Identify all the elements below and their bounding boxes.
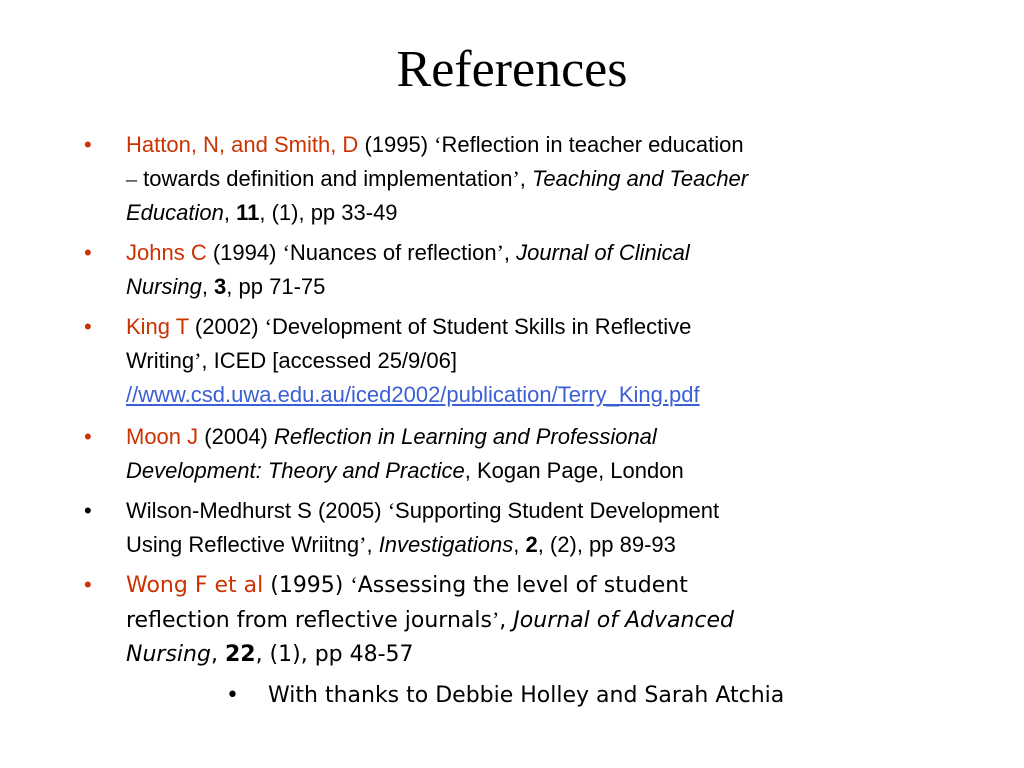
reference-volume: 3: [214, 274, 227, 299]
bullet: •: [84, 424, 92, 449]
reference-year: (1995): [270, 573, 344, 598]
reference-title-cont: Using Reflective Wriitng: [126, 532, 360, 557]
open-quote: ‘: [264, 314, 272, 339]
reference-author: Hatton, N, and Smith, D: [126, 132, 359, 157]
open-quote: ‘: [282, 240, 290, 265]
reference-title: Supporting Student Development: [395, 498, 720, 523]
reference-author: Moon J: [126, 424, 199, 449]
open-quote: ‘: [434, 132, 442, 157]
reference-journal-cont: Nursing: [126, 642, 211, 667]
reference-journal: Investigations: [378, 532, 514, 557]
separator: ,: [210, 642, 225, 667]
en-dash: –: [126, 166, 137, 191]
reference-details: , (1), pp 48-57: [255, 642, 414, 667]
separator: ,: [201, 274, 215, 299]
reference-details: , pp 71-75: [226, 274, 326, 299]
separator: ,: [513, 532, 526, 557]
reference-text: [126, 494, 946, 562]
close-quote: ’: [496, 240, 504, 265]
reference-author: King T: [126, 314, 189, 339]
reference-book-title: Reflection in Learning and Professional: [274, 424, 657, 449]
slide-title: References: [396, 41, 628, 98]
reference-title: Development of Student Skills in Reflective: [271, 314, 692, 339]
reference-volume: 2: [525, 532, 538, 557]
reference-text: [126, 568, 956, 672]
reference-title: Nuances of reflection: [289, 240, 497, 265]
reference-year: (1994): [212, 240, 277, 265]
reference-details: , ICED [accessed 25/9/06]: [201, 348, 457, 373]
reference-journal: Teaching and Teacher: [532, 166, 749, 191]
separator: ,: [499, 608, 514, 633]
reference-link[interactable]: //www.csd.uwa.edu.au/iced2002/publication/Terry_King.pdf: [126, 382, 700, 407]
reference-text: [126, 236, 946, 304]
close-quote: ’: [491, 607, 500, 632]
reference-author: Wong F et al: [126, 573, 264, 598]
reference-book-title-cont: Development: Theory and Practice: [126, 458, 465, 483]
close-quote: ’: [194, 348, 202, 373]
reference-details: , (1), pp 33-49: [259, 200, 398, 225]
reference-year: (2002): [194, 314, 259, 339]
reference-year: (2005): [317, 498, 382, 523]
reference-details: , Kogan Page, London: [464, 458, 684, 483]
reference-title: Assessing the level of student: [357, 573, 688, 598]
open-quote: ‘: [387, 498, 396, 523]
reference-text: [126, 128, 946, 230]
bullet: •: [226, 683, 239, 708]
reference-journal: Journal of Advanced: [513, 608, 735, 633]
reference-year: (2004): [204, 424, 268, 449]
reference-details: , (2), pp 89-93: [537, 532, 676, 557]
reference-author: Wilson-Medhurst S: [126, 498, 312, 523]
reference-author: Johns C: [126, 240, 207, 265]
bullet: •: [84, 498, 92, 523]
close-quote: ’: [359, 532, 367, 557]
reference-title: Reflection in teacher education: [441, 132, 744, 157]
reference-volume: 11: [236, 200, 260, 225]
open-quote: ‘: [350, 572, 358, 597]
reference-year: (1995): [364, 132, 429, 157]
bullet: •: [84, 132, 92, 157]
reference-journal: Journal of Clinical: [516, 240, 690, 265]
close-quote: ’: [512, 166, 520, 191]
acknowledgement-text: With thanks to Debbie Holley and Sarah Atchia: [268, 683, 785, 708]
reference-text: [126, 310, 946, 412]
separator: ,: [223, 200, 237, 225]
bullet: •: [84, 314, 92, 339]
bullet: •: [84, 240, 92, 265]
reference-journal-cont: Education: [126, 200, 224, 225]
reference-title-cont: Writing: [126, 348, 195, 373]
separator: ,: [366, 532, 379, 557]
acknowledgement: [226, 679, 986, 713]
reference-text: [126, 420, 946, 488]
reference-volume: 22: [224, 642, 256, 667]
reference-title-cont: reflection from reflective journals: [126, 608, 492, 633]
separator: ,: [503, 240, 517, 265]
reference-title-cont: towards definition and implementation: [137, 166, 513, 191]
separator: ,: [519, 166, 533, 191]
bullet: •: [84, 572, 92, 597]
reference-journal-cont: Nursing: [126, 274, 202, 299]
